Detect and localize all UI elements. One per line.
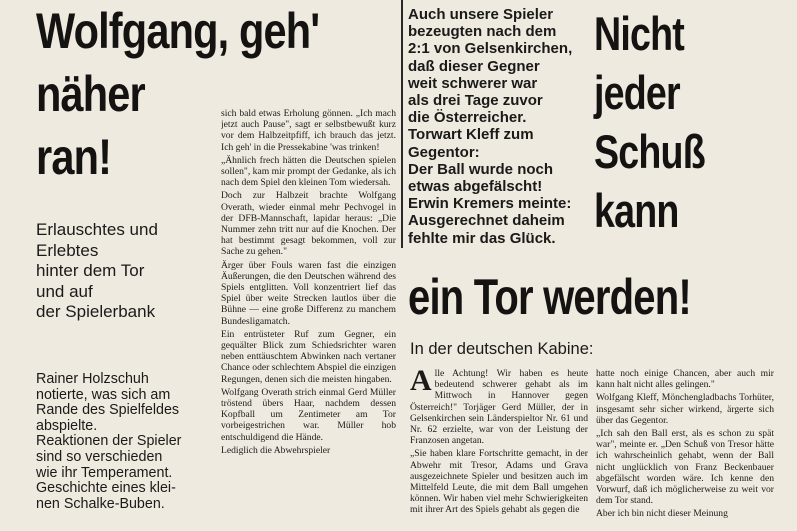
- right-headline-line-4: kann: [594, 184, 679, 237]
- quote-line: Der Ball wurde noch: [408, 160, 554, 178]
- drop-cap: A: [410, 368, 432, 397]
- right-headline-line-1: Nicht: [594, 7, 684, 60]
- left-headline-line-3: ran!: [36, 129, 112, 185]
- quote-line: daß dieser Gegner: [408, 57, 540, 75]
- left-subhead: [36, 220, 158, 323]
- right-headline-line-2: jeder: [594, 66, 680, 119]
- body-paragraph: sich bald etwas Erholung gönnen. „Ich mach jetzt auch Pause", sagt er selbstbewußt kurz vor dem Halbzeitpfiff, ich brauch das jetzt. Ich geh' in die Pressekabine 'was trinken!: [221, 108, 396, 153]
- intro-line: Geschichte eines klei-: [36, 480, 176, 497]
- quote-line: etwas abgefälscht!: [408, 178, 543, 196]
- quote-line: 2:1 von Gelsenkirchen,: [408, 40, 573, 58]
- quote-line: Erwin Kremers meinte:: [408, 195, 572, 213]
- intro-line: nen Schalke-Buben.: [36, 495, 165, 512]
- intro-line: sind so verschieden: [36, 448, 163, 465]
- middle-body-column: [221, 108, 396, 531]
- subhead-line: und auf: [36, 281, 93, 301]
- quote-line: Auch unsere Spieler: [408, 6, 554, 23]
- section-title: In der deutschen Kabine:: [410, 340, 594, 358]
- intro-line: Reaktionen der Spieler: [36, 433, 182, 450]
- body-paragraph: Wolfgang Overath strich einmal Gerd Müller tröstend übers Haar, nachdem dessen Kopfball um Zentimeter am Tor vorbeigestrichen war. Müller hob entschuldigend die Hände.: [221, 386, 396, 443]
- quote-line: als drei Tage zuvor: [408, 92, 543, 110]
- kabine-column-2: [596, 368, 774, 531]
- quote-line: fehlte mir das Glück.: [408, 229, 556, 247]
- body-paragraph: Aber ich bin nicht dieser Meinung: [596, 508, 728, 520]
- body-paragraph: hatte noch einige Chancen, aber auch mir kann halt nicht alles gelingen.": [596, 368, 774, 391]
- intro-line: notierte, was sich am: [36, 386, 171, 403]
- right-headline: [594, 7, 705, 237]
- kabine-column-1: [410, 368, 588, 531]
- intro-line: Rainer Holzschuh: [36, 371, 149, 387]
- body-paragraph: „Ich sah den Ball erst, als es schon zu spät war", meinte er. „Den Schuß von Tresor hätte ich wahrscheinlich gehabt, wenn der Ball nicht unglücklich von Franz Beckenbauer abgefälscht worden wäre. Ich kenne den Vorwurf, daß ich möglicherweise zu weit vor dem Tor stand.: [596, 428, 774, 507]
- body-paragraph: „Ähnlich frech hätten die Deutschen spielen sollen", kam mir prompt der Gedanke, als ich nach dem Spiel den kleinen Tom wiedersah.: [221, 154, 396, 189]
- quote-box: [408, 6, 588, 247]
- quote-line: die Österreicher.: [408, 109, 527, 127]
- right-headline-line-3: Schuß: [594, 125, 705, 178]
- subhead-line: der Spielerbank: [36, 302, 156, 321]
- body-paragraph: Ein entrüsteter Ruf zum Gegner, ein gequälter Blick zum Schiedsrichter waren neben enttäuschtem Abwinken nach vertaner Chance oder schlechtem Abspiel die einzigen Regungen, denen sich die meisten hingaben.: [221, 328, 396, 385]
- body-paragraph: Ärger über Fouls waren fast die einzigen Äußerungen, die den Deutschen während des Spiels entglitten. Voll konzentriert lief das Spiel über weite Strecken lautlos über die Bühne — eine große Differenz zu manchem Bundesligamatch.: [221, 259, 396, 327]
- body-paragraph: „Sie haben klare Fortschritte gemacht, in der Abwehr mit Tresor, Adams und Grava ausgezeichnete Spieler und besitzen auch im Mittelfeld Leute, die mit dem Ball umgehen können. Wir haben viel mehr Schwierigkeiten mit ihrer Art des Spiels gehabt als gegen die: [410, 448, 588, 516]
- intro-line: abspielte.: [36, 417, 98, 434]
- subhead-line: hinter dem Tor: [36, 261, 145, 280]
- intro-line: wie ihr Temperament.: [36, 464, 173, 481]
- quote-line: Ausgerechnet daheim: [408, 212, 565, 230]
- left-intro: [36, 372, 181, 512]
- right-headline-bottom: ein Tor werden!: [408, 269, 691, 325]
- body-paragraph: Alle Achtung! Wir haben es heute bedeutend schwerer gehabt als im Mittwoch in Hannover gegen Österreich!" Torjäger Gerd Müller, der in Gelsenkirchen sein Länderspieltor Nr. 61 und Nr. 62 erzielte, war von der Leistung der Franzosen angetan.: [410, 368, 588, 447]
- quote-line: Torwart Kleff zum: [408, 126, 534, 144]
- quote-line: bezeugten nach dem: [408, 23, 557, 41]
- intro-line: Rande des Spielfeldes: [36, 402, 180, 419]
- body-paragraph: Wolfgang Kleff, Mönchengladbachs Torhüter, insgesamt sehr sicher wirkend, ärgerte sich über das Gegentor.: [596, 392, 774, 426]
- column-divider: [401, 0, 403, 248]
- subhead-line: Erlebtes: [36, 240, 99, 260]
- body-paragraph: Lediglich die Abwehrspieler: [221, 444, 331, 456]
- quote-line: weit schwerer war: [408, 74, 538, 92]
- body-paragraph: Doch zur Halbzeit brachte Wolfgang Overath, wieder einmal mehr Pechvogel in der DFB-Mannschaft, lapidar heraus: „Die Nummer zehn tritt nur auf die Knochen. Der hat bestimmt gesagt bekommen, voll zur Sache zu gehen.": [221, 190, 396, 258]
- left-headline-line-2: näher: [36, 66, 145, 122]
- subhead-line: Erlauschtes und: [36, 220, 158, 239]
- quote-line: Gegentor:: [408, 143, 480, 161]
- left-headline-line-1: Wolfgang, geh': [36, 3, 320, 59]
